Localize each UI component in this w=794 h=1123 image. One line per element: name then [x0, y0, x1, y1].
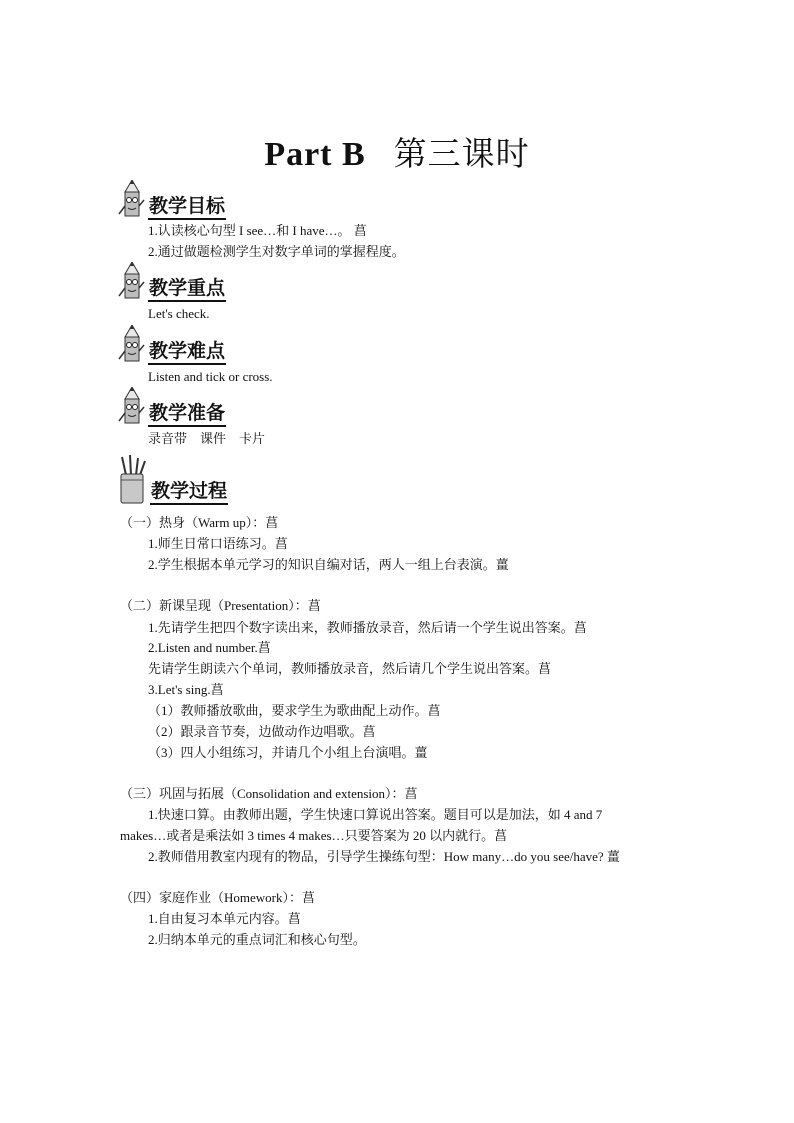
process-s1-item-2: 2.学生根据本单元学习的知识自编对话，两人一组上台表演。薑	[148, 557, 509, 572]
section-preparation-header	[116, 387, 226, 427]
section-process-header	[116, 455, 228, 505]
process-s4-item-1: 1.自由复习本单元内容。菖	[148, 911, 301, 926]
process-s3-title: （三）巩固与拓展（Consolidation and extension）：菖	[120, 786, 418, 801]
process-s3-item-1-cont: makes…或者是乘法如 3 times 4 makes…只要答案为 20 以内就行。菖	[120, 828, 508, 843]
keypoints-heading: 教学重点	[148, 277, 226, 302]
title-en: Part B	[264, 136, 366, 173]
process-s2-item-2: 2.Listen and number.菖	[148, 640, 271, 655]
difficulties-heading: 教学难点	[148, 340, 226, 365]
process-s2-item-5: （1）教师播放歌曲，要求学生为歌曲配上动作。菖	[148, 703, 441, 718]
process-s3-item-2: 2.教师借用教室内现有的物品，引导学生操练句型：How many…do you see/have? 薑	[148, 849, 620, 864]
process-s2-item-7: （3）四人小组练习，并请几个小组上台演唱。薑	[148, 745, 428, 760]
process-s3-item-1: 1.快速口算。由教师出题，学生快速口算说出答案。题目可以是加法，如 4 and 7	[148, 807, 603, 822]
process-s4-title: （四）家庭作业（Homework）：菖	[120, 890, 315, 905]
goals-heading: 教学目标	[148, 195, 226, 220]
section-goals-header	[116, 180, 226, 220]
section-keypoints-header	[116, 262, 226, 302]
pencil-mascot-icon	[116, 180, 146, 220]
process-s2-item-3: 先请学生朗读六个单词，教师播放录音，然后请几个学生说出答案。菖	[148, 661, 552, 676]
pencil-mascot-icon	[116, 325, 146, 365]
process-heading: 教学过程	[150, 480, 228, 505]
preparation-text: 录音带 课件 卡片	[148, 431, 266, 446]
process-s2-title: （二）新课呈现（Presentation）：菖	[120, 598, 321, 613]
title-cn: 第三课时	[393, 134, 530, 173]
page-title	[0, 128, 794, 175]
process-s4-item-2: 2.归纳本单元的重点词汇和核心句型。	[148, 932, 366, 947]
process-s2-item-6: （2）跟录音节奏，边做动作边唱歌。菖	[148, 724, 376, 739]
goals-item-1: 1.认读核心句型 I see…和 I have…。 菖	[148, 223, 367, 238]
section-difficulties-header	[116, 325, 226, 365]
process-s1-item-1: 1.师生日常口语练习。菖	[148, 536, 288, 551]
process-s2-item-4: 3.Let's sing.菖	[148, 682, 224, 697]
process-s2-item-1: 1.先请学生把四个数字读出来，教师播放录音，然后请一个学生说出答案。菖	[148, 620, 587, 635]
pencil-cup-icon	[116, 455, 148, 505]
difficulties-text: Listen and tick or cross.	[148, 369, 273, 384]
process-s1-title: （一）热身（Warm up）：菖	[120, 515, 279, 530]
preparation-heading: 教学准备	[148, 402, 226, 427]
goals-item-2: 2.通过做题检测学生对数字单词的掌握程度。	[148, 244, 405, 259]
pencil-mascot-icon	[116, 262, 146, 302]
pencil-mascot-icon	[116, 387, 146, 427]
keypoints-text: Let's check.	[148, 306, 210, 321]
